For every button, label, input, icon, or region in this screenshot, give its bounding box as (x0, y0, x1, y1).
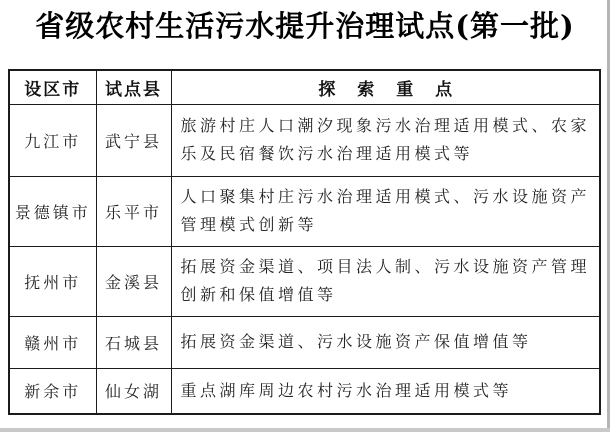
column-header-county: 试点县 (96, 70, 171, 104)
pilot-sites-table (8, 69, 601, 415)
city-cell: 赣州市 (9, 316, 96, 368)
focus-cell: 拓展资金渠道、污水设施资产保值增值等 (171, 316, 600, 368)
table-row (9, 368, 600, 414)
page-title: 省级农村生活污水提升治理试点(第一批) (35, 9, 575, 43)
table-row (9, 246, 600, 316)
page-edge-shadow-bottom (0, 428, 610, 432)
focus-cell: 重点湖库周边农村污水治理适用模式等 (171, 368, 600, 414)
city-cell: 九江市 (9, 104, 96, 176)
county-cell: 武宁县 (96, 104, 171, 176)
table-row (9, 104, 600, 176)
city-cell: 新余市 (9, 368, 96, 414)
focus-cell: 拓展资金渠道、项目法人制、污水设施资产管理创新和保值增值等 (171, 246, 600, 316)
city-cell: 景德镇市 (9, 176, 96, 246)
column-header-focus: 探 索 重 点 (171, 70, 600, 104)
county-cell: 仙女湖 (96, 368, 171, 414)
county-cell: 金溪县 (96, 246, 171, 316)
table-header-row (9, 70, 600, 104)
column-header-city: 设区市 (9, 70, 96, 104)
county-cell: 乐平市 (96, 176, 171, 246)
table-row (9, 176, 600, 246)
focus-cell: 人口聚集村庄污水治理适用模式、污水设施资产管理模式创新等 (171, 176, 600, 246)
city-cell: 抚州市 (9, 246, 96, 316)
focus-cell: 旅游村庄人口潮汐现象污水治理适用模式、农家乐及民宿餐饮污水治理适用模式等 (171, 104, 600, 176)
county-cell: 石城县 (96, 316, 171, 368)
table-row (9, 316, 600, 368)
